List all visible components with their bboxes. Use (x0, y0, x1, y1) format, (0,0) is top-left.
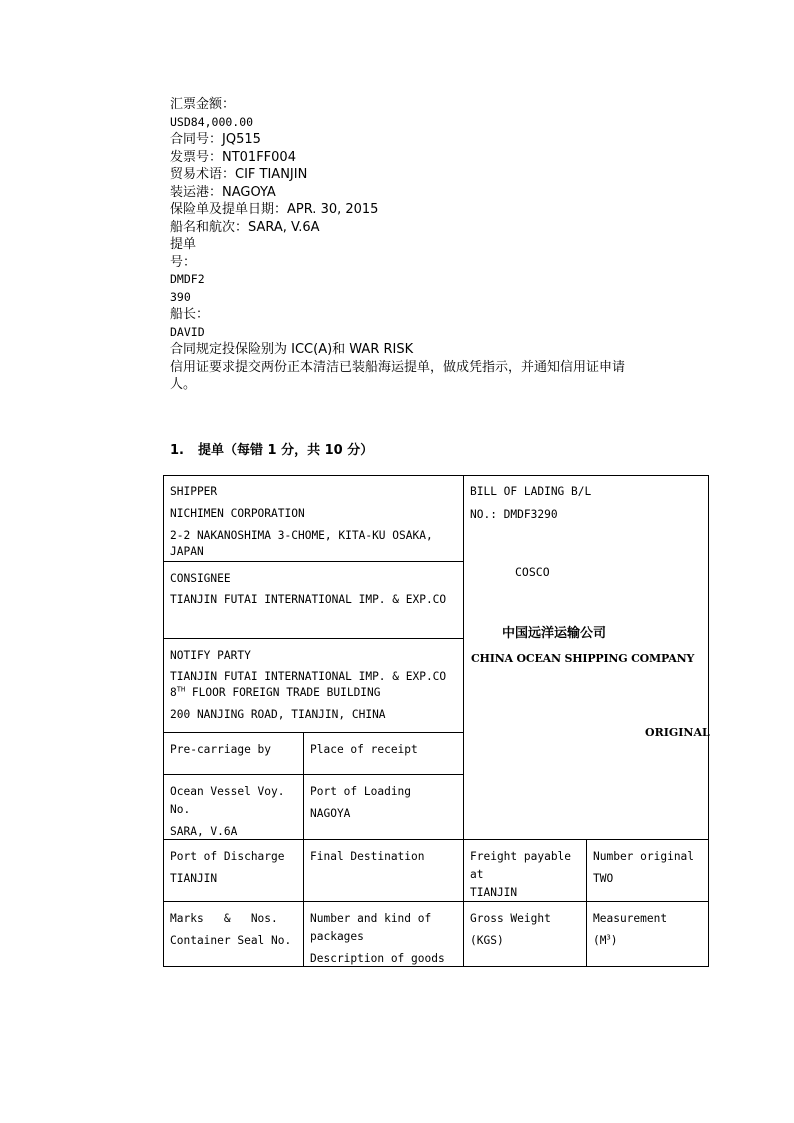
divider-precarriage (164, 774, 464, 775)
policy-bl-date: 保险单及提单日期：APR. 30, 2015 (170, 202, 379, 217)
gross-weight-label-1: Gross Weight (470, 912, 551, 925)
measurement-label-2: $(M^3)$ (593, 933, 618, 947)
port-of-shipment: 装运港：NAGOYA (170, 184, 276, 200)
consignee-label: CONSIGNEE (170, 572, 231, 585)
port-loading-cell (304, 778, 464, 828)
captain-value: DAVID (170, 324, 205, 339)
invoice-no: 发票号：NT01FF004 (170, 149, 296, 165)
port-discharge-label: Port of Discharge (170, 850, 285, 863)
notify-line-2: 8TH FLOOR FOREIGN TRADE BUILDING (170, 685, 381, 699)
lc-requirement-2: 人。 (170, 377, 197, 392)
captain-label: 船长： (170, 307, 210, 322)
section-number: 1. (170, 443, 184, 458)
bl-title-cell (464, 478, 708, 529)
packages-label-1: Number and kind of (310, 912, 432, 925)
bl-no-label-2: 号： (170, 254, 197, 270)
freight-payable-cell (464, 843, 587, 907)
freight-label-1: Freight payable (470, 850, 572, 863)
notify-label: NOTIFY PARTY (170, 649, 251, 662)
company-name-en: CHINA OCEAN SHIPPING COMPANY (471, 652, 695, 665)
trade-terms: 贸易术语：CIF TIANJIN (170, 167, 308, 182)
final-destination-cell (304, 843, 464, 871)
port-loading-label: Port of Loading (310, 785, 412, 798)
final-destination-label: Final Destination (310, 850, 425, 863)
precarriage-label: Pre-carriage by (170, 743, 272, 756)
contract-no: 合同号：JQ515 (170, 132, 261, 147)
place-receipt-label: Place of receipt (310, 743, 418, 756)
freight-label-2: at (470, 868, 484, 881)
shipper-label: SHIPPER (170, 485, 218, 498)
vessel-cell (164, 778, 304, 846)
port-discharge-value: TIANJIN (170, 872, 218, 885)
vessel-label-2: No. (170, 803, 191, 816)
vessel-voyage: 船名和航次：SARA, V.6A (170, 219, 320, 235)
shipper-cell (164, 478, 464, 566)
marks-label-1: Marks & Nos. (170, 912, 278, 925)
section-heading (170, 439, 373, 458)
vessel-value: SARA, V.6A (170, 825, 238, 838)
bl-number: NO.: DMDF3290 (470, 508, 558, 521)
marks-label-2: Container Seal No. (170, 934, 292, 947)
freight-value: TIANJIN (470, 886, 518, 899)
insurance-clause: 合同规定投保险别为 ICC(A)和 WAR RISK (170, 342, 414, 357)
cosco-logo-text: COSCO (515, 565, 550, 579)
notify-line-3: 200 NANJING ROAD, TIANJIN, CHINA (170, 708, 386, 721)
gross-weight-cell (464, 905, 587, 955)
shipper-line-3: JAPAN (170, 545, 204, 558)
notify-line-1: TIANJIN FUTAI INTERNATIONAL IMP. & EXP.CO (170, 670, 447, 683)
bl-no-value-2: 390 (170, 289, 191, 304)
divider-discharge (164, 901, 708, 902)
number-original-label: Number original (593, 850, 695, 863)
divider-notify (164, 732, 464, 733)
lc-requirement-1: 信用证要求提交两份正本清洁已装船海运提单，做成凭指示，并通知信用证申请 (170, 359, 626, 375)
packages-label-2: packages (310, 930, 364, 943)
number-original-cell (587, 843, 708, 893)
packages-label-3: Description of goods (310, 952, 445, 965)
consignee-value: TIANJIN FUTAI INTERNATIONAL IMP. & EXP.CO (170, 593, 447, 606)
section-title: 提单（每错 1 分，共 10 分） (197, 443, 374, 458)
consignee-cell (164, 565, 464, 614)
divider-consignee (164, 638, 464, 639)
gross-weight-label-2: (KGS) (470, 934, 504, 947)
shipper-line-2: 2-2 NAKANOSHIMA 3-CHOME, KITA-KU OSAKA, (170, 529, 433, 542)
original-mark: ORIGINAL (645, 726, 710, 739)
packages-cell (304, 905, 464, 973)
measurement-label-1: Measurement (593, 912, 668, 925)
bill-of-lading-form (163, 475, 709, 967)
company-name-cn: 中国远洋运输公司 (502, 626, 607, 641)
bl-no-label-1: 提单 (170, 237, 197, 252)
vessel-label-1: Ocean Vessel Voy. (170, 785, 285, 798)
measurement-cell (587, 905, 708, 955)
notify-party-cell (164, 642, 464, 729)
given-information (170, 96, 670, 394)
draft-amount-value: USD84,000.00 (170, 114, 254, 129)
precarriage-cell (164, 736, 304, 764)
draft-amount-label: 汇票金额： (170, 97, 236, 112)
shipper-line-1: NICHIMEN CORPORATION (170, 507, 305, 520)
place-receipt-cell (304, 736, 464, 764)
bl-title: BILL OF LADING B/L (470, 485, 592, 498)
port-loading-value: NAGOYA (310, 807, 351, 820)
bl-no-value-1: DMDF2 (170, 272, 205, 286)
port-discharge-cell (164, 843, 304, 893)
marks-cell (164, 905, 304, 955)
number-original-value: TWO (593, 872, 614, 885)
